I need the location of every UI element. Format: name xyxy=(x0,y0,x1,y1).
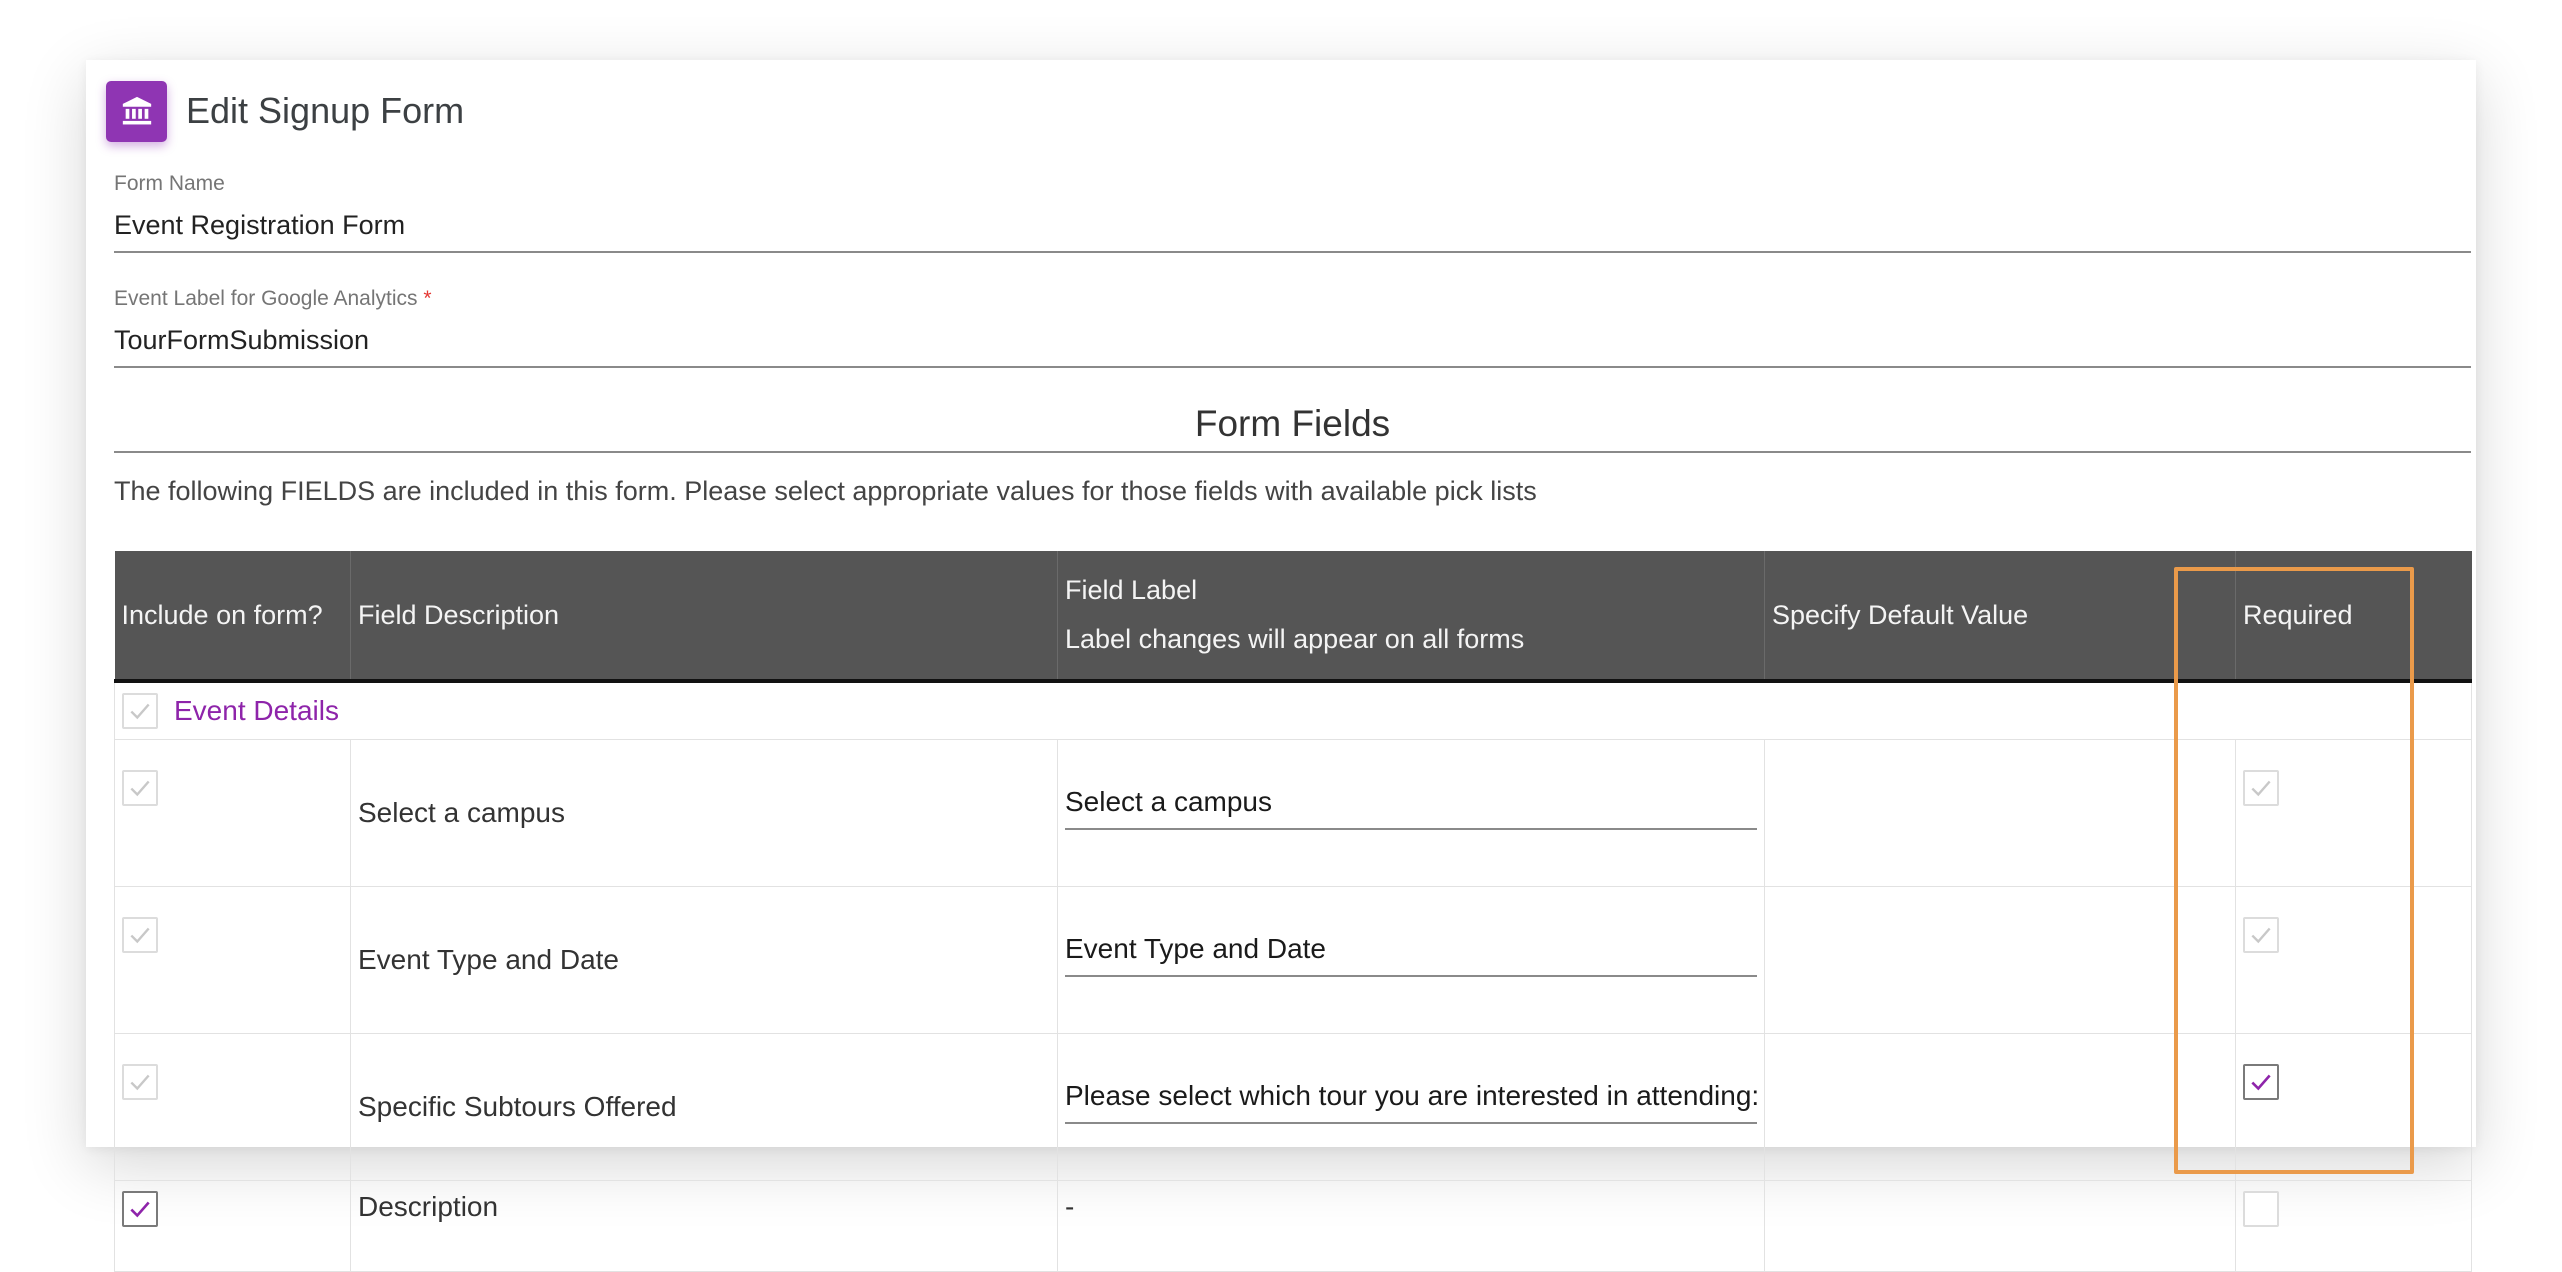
check-icon xyxy=(2248,775,2274,801)
signup-form-card xyxy=(86,60,2476,1222)
institution-icon xyxy=(106,81,167,142)
form-fields-description: The following FIELDS are included in this form. Please select appropriate values for those fields with available pick lists xyxy=(114,476,1537,506)
header-label-title: Field Label xyxy=(1065,575,1198,605)
check-icon xyxy=(2248,1069,2274,1095)
table-row xyxy=(115,887,2472,1034)
event-label-field[interactable] xyxy=(114,287,2471,368)
field-description: Event Type and Date xyxy=(351,887,1058,1034)
page-header xyxy=(106,80,464,142)
include-checkbox[interactable] xyxy=(122,770,158,806)
field-description: Specific Subtours Offered xyxy=(351,1034,1058,1181)
table-row xyxy=(115,740,2472,887)
header-label-note: Label changes will appear on all forms xyxy=(1065,624,1525,654)
table-row xyxy=(115,1034,2472,1181)
form-fields-table xyxy=(114,551,2472,1272)
table-header-row xyxy=(115,551,2472,681)
default-value-cell[interactable] xyxy=(1765,1034,2236,1181)
default-value-cell[interactable] xyxy=(1765,1181,2236,1272)
table-row xyxy=(115,1181,2472,1272)
header-label xyxy=(1058,551,1765,681)
page-title: Edit Signup Form xyxy=(186,90,465,131)
include-checkbox[interactable] xyxy=(122,1064,158,1100)
field-label-input[interactable]: Select a campus xyxy=(1065,786,1757,830)
default-value-cell[interactable] xyxy=(1765,740,2236,887)
section-row xyxy=(115,681,2472,740)
check-icon xyxy=(127,1069,153,1095)
form-name-field[interactable] xyxy=(114,172,2471,253)
section-include-checkbox[interactable] xyxy=(122,693,158,729)
required-checkbox[interactable] xyxy=(2243,770,2279,806)
form-name-input[interactable]: Event Registration Form xyxy=(114,210,406,240)
required-checkbox[interactable] xyxy=(2243,1064,2279,1100)
field-description: Description xyxy=(351,1181,1058,1272)
event-label-input[interactable]: TourFormSubmission xyxy=(114,325,370,355)
field-label-input[interactable]: Event Type and Date xyxy=(1065,933,1757,977)
check-icon xyxy=(127,698,153,724)
check-icon xyxy=(127,775,153,801)
event-label-label: Event Label for Google Analytics * xyxy=(114,287,432,310)
field-label-input[interactable]: Please select which tour you are interested in attending: xyxy=(1065,1080,1757,1124)
include-checkbox[interactable] xyxy=(122,917,158,953)
field-description: Select a campus xyxy=(351,740,1058,887)
form-fields-title: Form Fields xyxy=(114,403,2471,453)
check-icon xyxy=(127,922,153,948)
header-default: Specify Default Value xyxy=(1765,551,2236,681)
required-marker: * xyxy=(423,287,432,310)
check-icon xyxy=(127,1196,153,1222)
required-checkbox[interactable] xyxy=(2243,917,2279,953)
field-label-value: - xyxy=(1058,1181,1765,1272)
include-checkbox[interactable] xyxy=(122,1191,158,1227)
section-name: Event Details xyxy=(174,695,339,726)
default-value-cell[interactable] xyxy=(1765,887,2236,1034)
header-include: Include on form? xyxy=(115,551,351,681)
header-description: Field Description xyxy=(351,551,1058,681)
required-checkbox[interactable] xyxy=(2243,1191,2279,1227)
check-icon xyxy=(2248,922,2274,948)
form-name-label: Form Name xyxy=(114,172,225,195)
header-required: Required xyxy=(2236,551,2472,681)
